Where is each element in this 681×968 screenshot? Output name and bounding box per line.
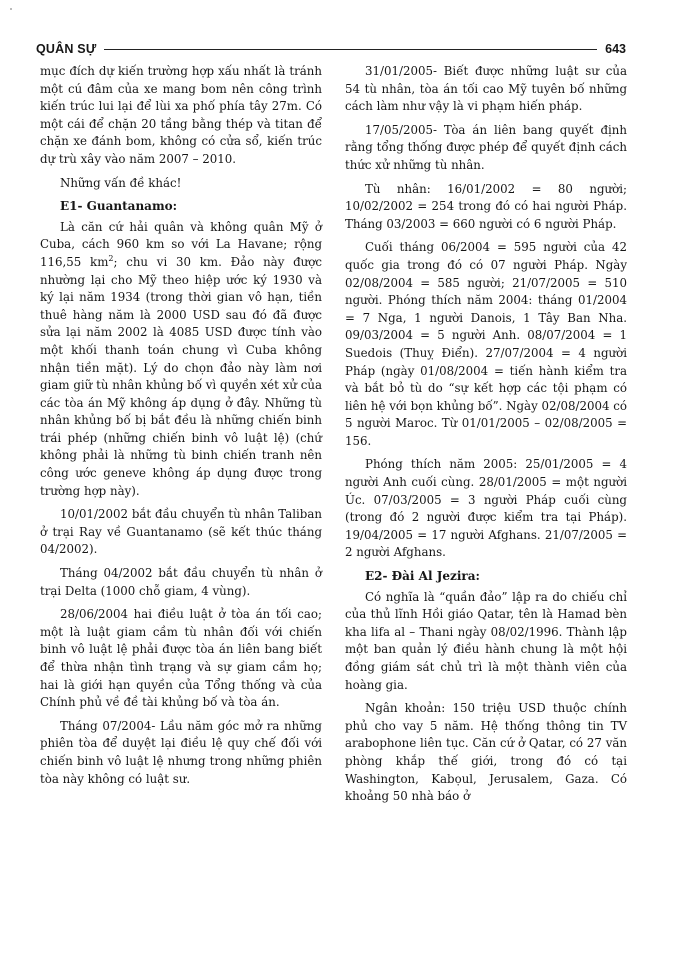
paragraph: 10/01/2002 bắt đầu chuyển tù nhân Taliban ở trại Ray về Guantanamo (sẽ kết thúc tháng 04/2002). [40,507,322,557]
paragraph: Cuối tháng 06/2004 = 595 người của 42 quốc gia trong đó có 07 người Pháp. Ngày 02/08/2004 = 585 người; 21/07/2005 = 510 người. Phóng thích năm 2004: tháng 01/2004 = 7 Nga, 1 người Danois, 1 Tây Ban Nha. 09/03/2004 = 5 người Anh. 08/07/2004 = 1 Suedois (Thuỵ Điển). 27/07/2004 = 4 người Pháp (ngày 01/08/2004 = tiến hành kiểm tra và bắt bỏ tù do “sự kết hợp các tội phạm có liên hệ với bọn khủng bố”. Ngày 02/08/2004 có 5 người Maroc. Từ 01/01/2005 – 02/08/2005 = 156. [345,240,627,448]
text-run: Là căn cứ hải quân và không quân Mỹ ở Cuba, cách 960 km so với La Havane; rộng 116,55 km [40,219,322,269]
paragraph: Những vấn đề khác! [60,175,182,190]
paragraph: Có nghĩa là “quần đảo” lập ra do chiếu chỉ của thủ lĩnh Hồi giáo Qatar, tên là Hamad bèn kha lifa al – Thani ngày 08/02/1996. Thành lập một ban quản lý điều hành chung là một hội đồng giám sát chủ trì là một thành viên của hoàng gia. [345,589,627,692]
scan-mark [10,8,12,10]
paragraph [40,219,322,501]
left-column [40,63,322,794]
paragraph: 31/01/2005- Biết được những luật sư của 54 tù nhân, tòa án tối cao Mỹ tuyên bố những cách làm như vậy là vi phạm hiến pháp. [345,64,627,114]
paragraph: Tháng 07/2004- Lầu năm góc mở ra những phiên tòa để duyệt lại điều lệ quy chế đối với chiến binh vô luật lệ nhưng trong những phiên tòa này không có luật sư. [40,718,322,786]
section-title: QUÂN SỰ [36,42,97,56]
right-column [345,63,627,812]
header-rule [104,49,597,50]
paragraph: 17/05/2005- Tòa án liên bang quyết định rằng tổng thống được phép để quyết định cách thức xử những tù nhân. [345,122,627,172]
paragraph: Phóng thích năm 2005: 25/01/2005 = 4 người Anh cuối cùng. 28/01/2005 = một người Úc. 07/03/2005 = 3 người Pháp cuối cùng (trong đó 2 người được kiểm tra tại Pháp). 19/04/2005 = 17 người Afghans. 21/07/2005 = 2 người Afghans. [345,457,627,560]
paragraph: mục đích dự kiến trường hợp xấu nhất là tránh một cú đâm của xe mang bom nên công trình kiến trúc lui lại để lùi xa phố phía tây 27m. Có một cái để chặn 20 tầng bằng thép và titan để chặn xe đánh bom, không có cửa sổ, kiến trúc dự trù xây vào năm 2007 – 2010. [40,64,322,166]
section-heading-e2: E2- Đài Al Jezira: [365,569,480,584]
paragraph: 28/06/2004 hai điều luật ở tòa án tối cao; một là luật giam cầm tù nhân đối với chiến binh vô luật lệ phải được tòa án liên bang biết để thừa nhận tình trạng và sự giam cầm họ; hai là giới hạn quyền của Tổng thống và của Chính phủ về đề tài khủng bố và tòa án. [40,607,322,710]
paragraph: Tháng 04/2002 bắt đầu chuyển tù nhân ở trại Delta (1000 chỗ giam, 4 vùng). [40,566,322,598]
running-header [36,40,626,58]
page-number: 643 [605,42,626,56]
paragraph: Ngân khoản: 150 triệu USD thuộc chính phủ cho vay 5 năm. Hệ thống thông tin TV arabophone liên tục. Căn cứ ở Qatar, có 27 văn phòng khắp thế giới, trong đó có tại Washington, Kabọul, Jerusalem, Gaza. Có khoảng 50 nhà báo ở [345,701,627,804]
superscript: 2 [108,254,114,264]
text-run: ; chu vi 30 km. Đảo này được nhường lại cho Mỹ theo hiệp ước ký 1930 và ký lại năm 1934 (trong thời gian vô hạn, tiền thuê hàng năm là 2000 USD sau đó đã được sửa lại năm 2002 là 4085 USD được tính vào một khối thanh toán chung vì Cuba không nhận tiền mặt). Lý do chọn đảo này làm nơi giam giữ tù nhân khủng bố vì quyền xét xử của các tòa án Mỹ không áp dụng ở đây. Những tù nhân khủng bố bị bắt đều là những chiến binh trái phép (những chiến binh vô luật lệ) (chứ không phải là những tù binh chiến tranh nên công ước geneve không áp dụng được trong trường hợp này). [40,254,322,498]
paragraph: Tù nhân: 16/01/2002 = 80 người; 10/02/2002 = 254 trong đó có hai người Pháp. Tháng 03/2003 = 660 người có 6 người Pháp. [345,181,627,231]
section-heading-e1: E1- Guantanamo: [60,199,178,214]
